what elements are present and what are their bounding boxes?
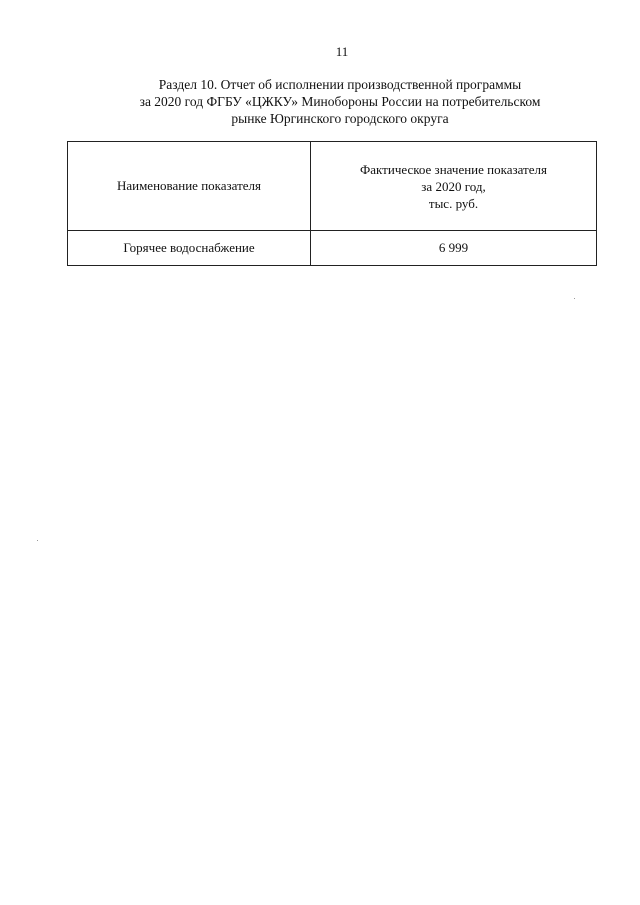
section-title [60, 76, 620, 127]
title-line-1: Раздел 10. Отчет об исполнении производственной программы [158, 77, 522, 92]
table-row [68, 231, 597, 266]
header-value-line-3: тыс. руб. [428, 195, 479, 211]
scan-speck [37, 540, 38, 541]
title-line-3: рынке Юргинского городского округа [231, 111, 449, 126]
row-actual-value: 6 999 [311, 231, 597, 266]
header-indicator-name: Наименование показателя [68, 142, 311, 231]
page-number: 11 [335, 44, 349, 59]
title-line-2: за 2020 год ФГБУ «ЦЖКУ» Минобороны России на потребительском [139, 94, 541, 109]
scan-speck [574, 298, 575, 299]
report-table [67, 141, 597, 266]
header-value-line-1: Фактическое значение показателя [360, 161, 547, 177]
header-actual-value [311, 142, 597, 231]
row-indicator-name: Горячее водоснабжение [68, 231, 311, 266]
table-header-row [68, 142, 597, 231]
header-value-line-2: за 2020 год, [421, 178, 486, 194]
